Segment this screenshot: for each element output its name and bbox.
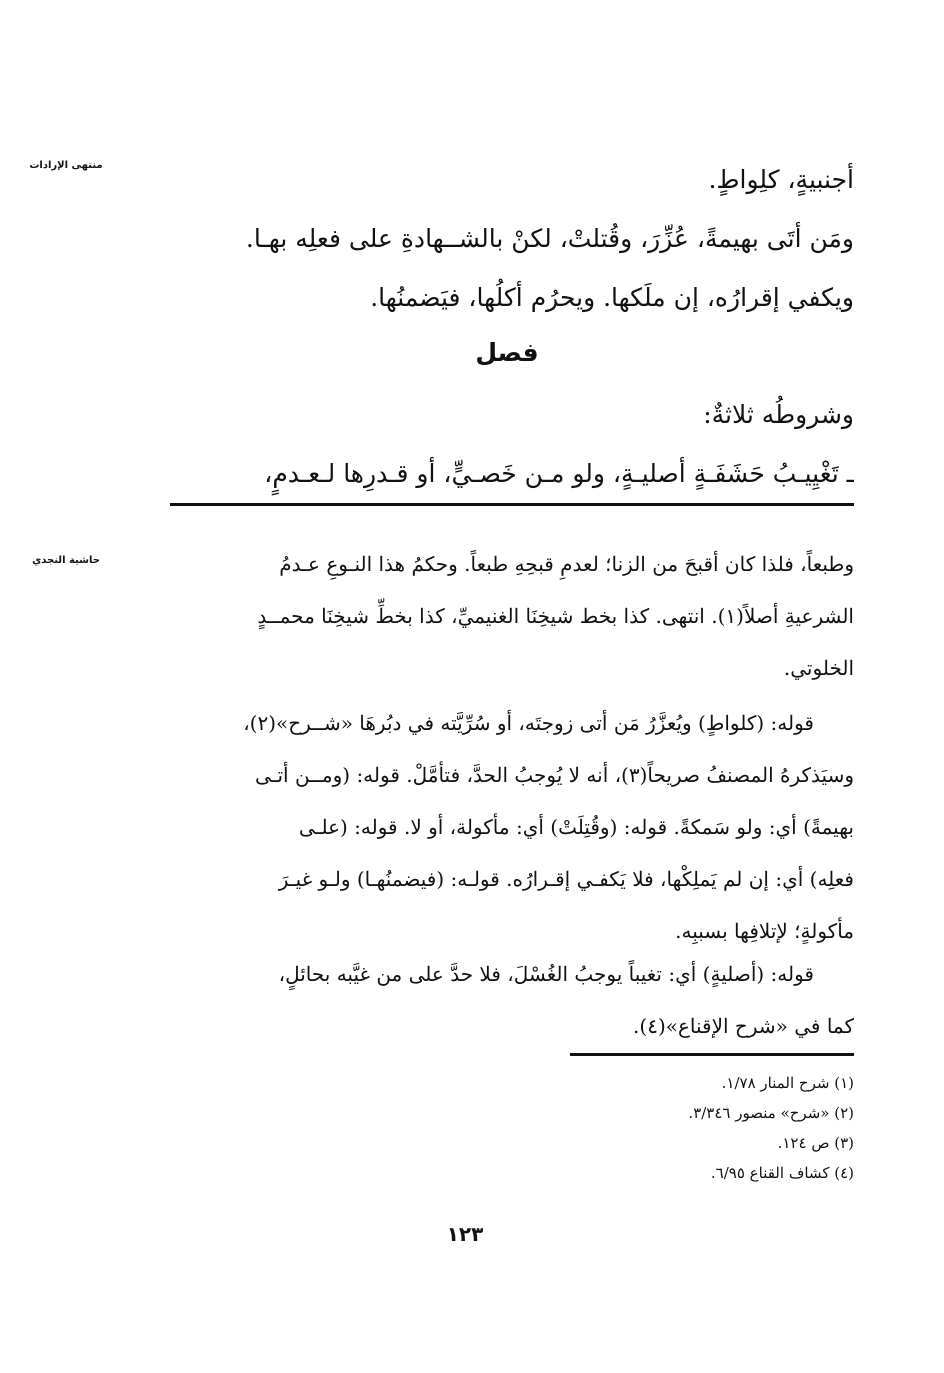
commentary-line: كما في «شرح الإقناع»(٤).	[633, 1014, 854, 1038]
main-text-block-1	[160, 150, 854, 327]
commentary-paragraph-3	[160, 948, 854, 1052]
main-text-divider	[170, 503, 854, 506]
commentary-line: الخلوتي.	[783, 656, 854, 680]
footnote: (١) شرح المنار ١/٧٨.	[721, 1074, 854, 1092]
commentary-line: وطبعاً، فلذا كان أقبحَ من الزنا؛ لعدمِ قبحِهِ طبعاً. وحكمُ هذا النـوعِ عـدمُ	[279, 552, 854, 576]
commentary-line: قوله: (أصليةٍ) أي: تغيباً يوجبُ الغُسْلَ، فلا حدَّ على من غيَّبه بحائلٍ،	[278, 962, 814, 986]
main-text-line: أجنبيةٍ، كلِواطٍ.	[708, 165, 854, 194]
commentary-line: وسيَذكرهُ المصنفُ صريحاً(٣)، أنه لا يُوجبُ الحدَّ، فتأمَّلْ. قوله: (ومــن أتـى	[254, 763, 854, 787]
main-text-line: ويكفي إقرارُه، إن ملَكها. ويحرُم أكلُها، فيَضمنُها.	[370, 283, 854, 312]
commentary-line: الشرعيةِ أصلاً(١). انتهى. كذا بخط شيخِنَا الغنيميِّ، كذا بخطِّ شيخِنَا محمــدٍ	[257, 604, 854, 628]
footnote-divider	[570, 1053, 854, 1056]
commentary-line: بهيمةً) أي: ولو سَمكةً. قوله: (وقُتِلَتْ) أي: مأكولة، أو لا. قوله: (علـى	[298, 815, 854, 839]
main-text-line: ومَن أتَى بهيمةً، عُزِّرَ، وقُتلتْ، لكنْ بالشــهادةِ على فعلِه بهـا.	[245, 224, 854, 253]
commentary-line: مأكولةٍ؛ لإتلافِها بسببِه.	[675, 919, 854, 943]
margin-label-book: منتهى الإرادات	[29, 160, 103, 171]
main-text-block-2	[160, 385, 854, 503]
page-number: ١٢٣	[446, 1222, 484, 1246]
footnote: (٣) ص ١٢٤.	[777, 1134, 854, 1152]
main-text-line: ـ تَغْيِيـبُ حَشَفَـةٍ أصليـةٍ، ولو مـن خَصـيٍّ، أو قـدرِها لـعـدمٍ،	[264, 459, 854, 488]
commentary-paragraph-2	[160, 697, 854, 957]
margin-label-commentary: حاشية النجدي	[32, 555, 100, 566]
commentary-line: قوله: (كلواطٍ) ويُعزَّرُ مَن أتى زوجتَه، أو سُرِّيَّته في دبُرهَا «شــرح»(٢)،	[243, 711, 814, 735]
footnote: (٢) «شرح» منصور ٣/٣٤٦.	[688, 1104, 854, 1122]
commentary-line: فعلِه) أي: إن لم يَملِكْها، فلا يَكفـي إقـرارُه. قولـه: (فيضمنُهـا) ولـو غيـرَ	[278, 867, 854, 891]
commentary-paragraph-1	[160, 538, 854, 694]
footnote: (٤) كشاف القناع ٦/٩٥.	[710, 1164, 854, 1182]
footnotes	[560, 1068, 854, 1188]
main-text-line: وشروطُه ثلاثةٌ:	[703, 400, 854, 429]
section-heading: فصل	[475, 338, 539, 367]
